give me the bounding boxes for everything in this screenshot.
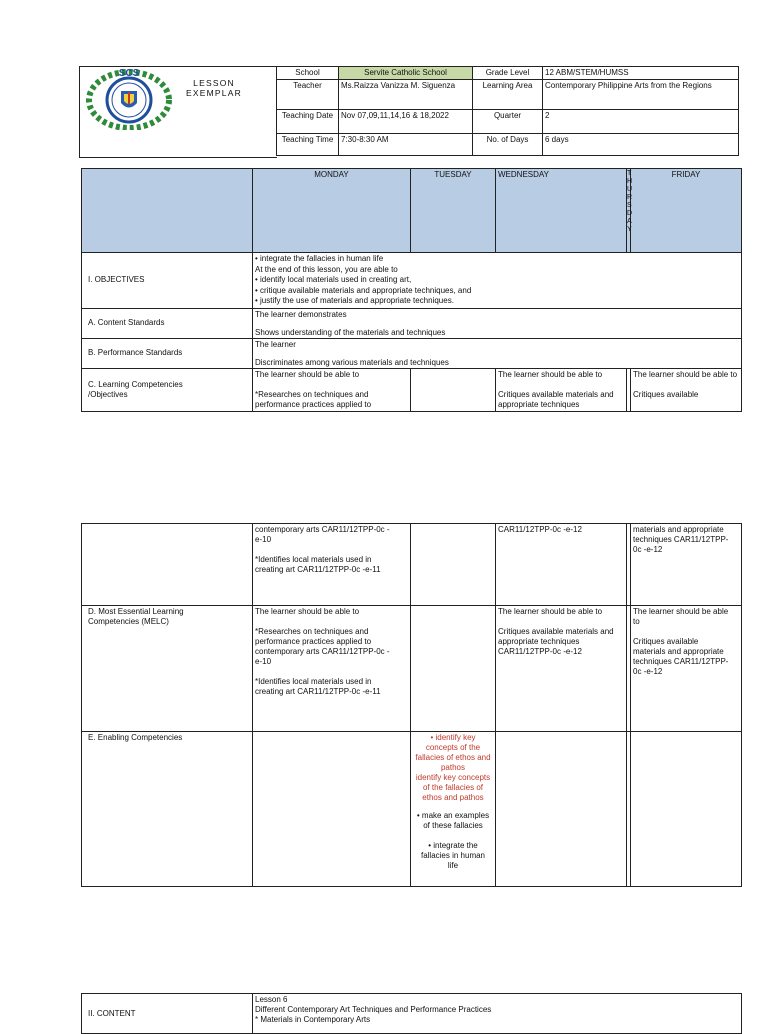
melc-friday: The learner should be able to Critiques available materials and appropriate techniques CAR11/12TPP- 0c -e-12: [631, 606, 742, 732]
day-wednesday: WEDNESDAY: [496, 169, 627, 253]
enabling-tuesday-red: • identify key concepts of the fallacies of ethos and pathos identify key concepts of the fallacies of ethos and pathos: [415, 733, 491, 802]
header-row-school: [277, 67, 739, 80]
learning-area-label: Learning Area: [473, 80, 543, 110]
teaching-date-value: Nov 07,09,11,14,16 & 18,2022: [339, 110, 473, 134]
lesson-table-part2: [81, 523, 742, 887]
header-row-time: [277, 134, 739, 156]
grade-level-label: Grade Level: [473, 67, 543, 80]
performance-standards-label: B. Performance Standards: [82, 338, 253, 368]
lesson-table-part3: [81, 993, 742, 1034]
learning-competencies-wednesday: The learner should be able to Critiques available materials and appropriate techniques: [496, 368, 627, 411]
day-friday: FRIDAY: [631, 169, 742, 253]
continuation-tuesday: [411, 524, 496, 606]
blank-header-cell: [82, 169, 253, 253]
teaching-time-label: Teaching Time: [277, 134, 339, 156]
teaching-time-value: 7:30-8:30 AM: [339, 134, 473, 156]
continuation-row: [82, 524, 742, 606]
objectives-row: [82, 253, 742, 309]
school-value: Servite Catholic School: [339, 67, 473, 80]
enabling-monday: [253, 732, 411, 887]
continuation-friday: materials and appropriate techniques CAR11/12TPP- 0c -e-12: [631, 524, 742, 606]
enabling-tuesday-black: • make an examples of these fallacies • integrate the fallacies in human life: [416, 811, 490, 870]
melc-row: [82, 606, 742, 732]
objectives-label: I. OBJECTIVES: [82, 253, 253, 309]
logo-text: SCS: [118, 68, 140, 79]
performance-standards-text: The learner Discriminates among various materials and techniques: [253, 338, 742, 368]
lesson-table-part1: [81, 168, 742, 412]
enabling-friday: [631, 732, 742, 887]
content-standards-label: A. Content Standards: [82, 308, 253, 338]
objectives-text: • integrate the fallacies in human life At the end of this lesson, you are able to • identify local materials used in creating art, • critique available materials and appropriate techniques, and • justify the use of materials and appropriate techniques.: [253, 253, 742, 309]
continuation-monday: contemporary arts CAR11/12TPP-0c - e-10 *Identifies local materials used in creating art CAR11/12TPP-0c -e-11: [253, 524, 411, 606]
days-label: No. of Days: [473, 134, 543, 156]
quarter-label: Quarter: [473, 110, 543, 134]
school-label: School: [277, 67, 339, 80]
title-line-2: EXEMPLAR: [186, 88, 242, 98]
learning-competencies-monday: The learner should be able to *Researches on techniques and performance practices applied to: [253, 368, 411, 411]
enabling-wednesday: [496, 732, 627, 887]
enabling-label: E. Enabling Competencies: [82, 732, 253, 887]
content-row: [82, 994, 742, 1034]
content-label: II. CONTENT: [82, 994, 253, 1034]
days-value: 6 days: [543, 134, 739, 156]
quarter-value: 2: [543, 110, 739, 134]
learning-competencies-row: [82, 368, 742, 411]
header-info-table: [276, 66, 739, 156]
header-row-date: [277, 110, 739, 134]
learning-competencies-label: C. Learning Competencies /Objectives: [82, 368, 253, 411]
header-row-teacher: [277, 80, 739, 110]
teaching-date-label: Teaching Date: [277, 110, 339, 134]
content-standards-text: The learner demonstrates Shows understanding of the materials and techniques: [253, 308, 742, 338]
lesson-exemplar-title: [176, 78, 252, 98]
days-header-row: [82, 169, 742, 253]
day-thursday: T H U R S D A Y: [627, 169, 631, 253]
learning-area-value: Contemporary Philippine Arts from the Regions: [543, 80, 739, 110]
learning-competencies-friday: The learner should be able to Critiques available: [631, 368, 742, 411]
continuation-label: [82, 524, 253, 606]
teacher-label: Teacher: [277, 80, 339, 110]
performance-standards-row: [82, 338, 742, 368]
melc-monday: The learner should be able to *Researches on techniques and performance practices applied to contemporary arts CAR11/12TPP-0c - e-10 *Identifies local materials used in creating art CAR11/12TPP-0c -e-11: [253, 606, 411, 732]
learning-competencies-tuesday: [411, 368, 496, 411]
enabling-tuesday: [411, 732, 496, 887]
school-logo: [84, 64, 174, 130]
day-monday: MONDAY: [253, 169, 411, 253]
melc-label: D. Most Essential Learning Competencies (MELC): [82, 606, 253, 732]
teacher-value: Ms.Raizza Vanizza M. Siguenza: [339, 80, 473, 110]
day-tuesday: TUESDAY: [411, 169, 496, 253]
enabling-row: [82, 732, 742, 887]
continuation-wednesday: CAR11/12TPP-0c -e-12: [496, 524, 627, 606]
content-standards-row: [82, 308, 742, 338]
melc-wednesday: The learner should be able to Critiques available materials and appropriate techniques CAR11/12TPP-0c -e-12: [496, 606, 627, 732]
melc-tuesday: [411, 606, 496, 732]
grade-level-value: 12 ABM/STEM/HUMSS: [543, 67, 739, 80]
title-line-1: LESSON: [193, 78, 235, 88]
content-text: Lesson 6 Different Contemporary Art Techniques and Performance Practices * Materials in Contemporary Arts: [253, 994, 742, 1034]
